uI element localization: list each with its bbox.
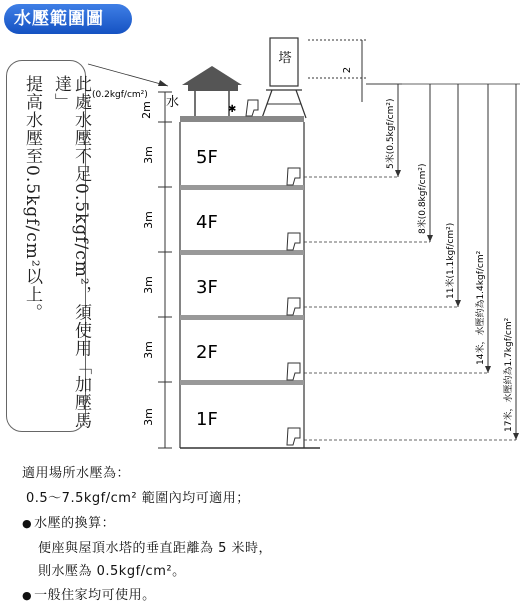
bullet-icon: ● bbox=[22, 517, 33, 530]
water-label: 水 bbox=[166, 95, 180, 110]
floor-height-label-4f: 3m bbox=[142, 211, 155, 229]
pressure-arrow-3 bbox=[455, 300, 461, 307]
usage-pressure-heading: 適用場所水壓為： bbox=[22, 466, 131, 481]
star-icon: ✱ bbox=[228, 104, 237, 115]
conversion-line-2: 則水壓為 0.5kgf/cm²。 bbox=[38, 564, 186, 579]
pressure-label-2: 8米(0.8kgf/cm²) bbox=[418, 163, 428, 234]
floor-height-label-5f: 3m bbox=[142, 146, 155, 164]
pressure-arrow-2 bbox=[427, 235, 433, 242]
conversion-line-1: 便座與屋頂水塔的垂直距離為 5 米時， bbox=[38, 541, 273, 556]
pressure-lines bbox=[304, 84, 520, 440]
roof-house-eave bbox=[188, 85, 238, 91]
roof-house-icon bbox=[182, 66, 242, 85]
note-line-2: 提高水壓至0.5kgf/cm²以上。 bbox=[22, 75, 42, 322]
household-note-text: 一般住家均可使用。 bbox=[34, 588, 156, 603]
roof-pressure-label: (0.2kgf/cm²) bbox=[92, 90, 148, 100]
floor-height-label-2f: 3m bbox=[142, 341, 155, 359]
tower-height-label: 2 bbox=[342, 66, 353, 74]
height-dimension-line bbox=[158, 92, 172, 448]
floor-label-5f: 5F bbox=[196, 147, 218, 168]
household-note bbox=[22, 584, 156, 603]
floor-label-2f: 2F bbox=[196, 342, 218, 363]
toilet-icons bbox=[287, 168, 300, 445]
pressure-label-5: 17米，水壓約為1.7kgf/cm² bbox=[504, 317, 514, 432]
floor-label-3f: 3F bbox=[196, 277, 218, 298]
floor-label-1f: 1F bbox=[196, 409, 218, 430]
floor-height-label-3f: 3m bbox=[142, 276, 155, 294]
pressure-label-4: 14米，水壓約為1.4kgf/cm² bbox=[476, 250, 486, 365]
pressure-arrow-5 bbox=[513, 433, 519, 440]
note-line-1: 此處水壓不足0.5kgf/cm²，須使用「加壓馬達」 bbox=[51, 75, 91, 430]
floor-label-4f: 4F bbox=[196, 212, 218, 233]
conversion-heading bbox=[22, 512, 115, 531]
note-pointer-line bbox=[88, 64, 168, 86]
bullet-icon: ● bbox=[22, 589, 33, 602]
page-title: 水壓範圍圖 bbox=[4, 4, 132, 34]
pressure-label-1: 5米(0.5kgf/cm²) bbox=[386, 98, 396, 169]
pressure-label-3: 11米(1.1kgf/cm²) bbox=[446, 222, 456, 299]
roof-height-label: 2m bbox=[140, 101, 153, 119]
pressure-arrow-4 bbox=[485, 366, 491, 373]
pressure-arrow-1 bbox=[395, 170, 401, 177]
roof-slab bbox=[180, 116, 304, 122]
tower-dimension-line bbox=[308, 40, 366, 102]
conversion-heading-text: 水壓的換算： bbox=[34, 516, 116, 531]
tower-label: 塔 bbox=[278, 51, 292, 66]
usage-pressure-range: 0.5～7.5kgf/cm² 範圍內均可適用； bbox=[26, 491, 250, 506]
note-pointer-arrow bbox=[158, 80, 168, 86]
roof-toilet-icon bbox=[246, 100, 258, 116]
floor-height-label-1f: 3m bbox=[142, 408, 155, 426]
